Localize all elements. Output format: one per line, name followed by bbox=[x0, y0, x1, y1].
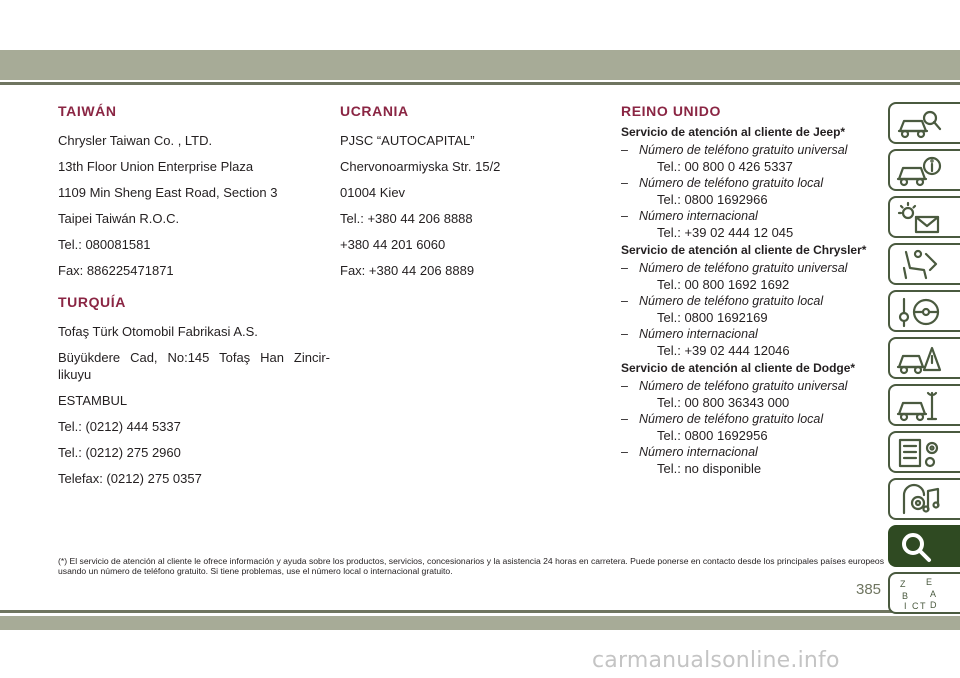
phone-entry bbox=[621, 260, 886, 293]
taiwan-line: 13th Floor Union Enterprise Plaza bbox=[58, 159, 254, 174]
dash: – bbox=[621, 143, 628, 157]
phone-entry bbox=[621, 326, 886, 359]
phone-label: Número internacional bbox=[639, 327, 758, 341]
taiwan-phone: Tel.: 080081581 bbox=[58, 237, 151, 252]
dash: – bbox=[621, 261, 628, 275]
tab-car-warning[interactable] bbox=[888, 337, 960, 379]
music-navigation-icon bbox=[896, 483, 942, 517]
watermark: carmanualsonline.info bbox=[592, 648, 840, 673]
taiwan-line: 1109 Min Sheng East Road, Section 3 bbox=[58, 185, 278, 200]
dash: – bbox=[621, 327, 628, 341]
index-letter: E bbox=[926, 577, 933, 587]
footnote: (*) El servicio de atención al cliente le ofrece información y ayuda sobre los productos, servicios, concesionarios y la asistencia 24 horas en carretera. Puede ponerse en contacto desde los principales países europeos usando un número de teléfono gratuito. Si tiene problemas, use el número local o internacional gratuito. bbox=[58, 556, 884, 576]
heading-reino-unido: REINO UNIDO bbox=[621, 103, 721, 119]
heading-turquia: TURQUÍA bbox=[58, 294, 126, 310]
section-tabs bbox=[888, 102, 960, 619]
dash: – bbox=[621, 379, 628, 393]
phone-label: Número internacional bbox=[639, 445, 758, 459]
phone-label-row bbox=[621, 411, 886, 427]
turquia-phone: Tel.: (0212) 444 5337 bbox=[58, 419, 181, 434]
phone-entry bbox=[621, 444, 886, 477]
tab-light-message[interactable] bbox=[888, 196, 960, 238]
uk-services bbox=[621, 124, 886, 477]
column-middle bbox=[340, 100, 610, 288]
phone-label: Número internacional bbox=[639, 209, 758, 223]
phone-entry bbox=[621, 208, 886, 241]
ucrania-line: 01004 Kiev bbox=[340, 185, 406, 200]
top-rule bbox=[0, 82, 960, 85]
ucrania-fax: Fax: +380 44 206 8889 bbox=[340, 263, 475, 278]
heading-ucrania: UCRANIA bbox=[340, 103, 409, 119]
phone-label-row bbox=[621, 208, 886, 224]
phone-number: Tel.: 0800 1692169 bbox=[657, 310, 768, 325]
turquia-line: ESTAMBUL bbox=[58, 393, 128, 408]
heading-taiwan: TAIWÁN bbox=[58, 103, 117, 119]
list-gear-icon bbox=[896, 436, 942, 470]
phone-entry bbox=[621, 142, 886, 175]
phone-label-row bbox=[621, 142, 886, 158]
phone-label: Número de teléfono gratuito universal bbox=[639, 143, 848, 157]
index-letter: B bbox=[902, 591, 909, 601]
phone-label: Número de teléfono gratuito local bbox=[639, 412, 824, 426]
tab-alphabet-index[interactable] bbox=[888, 572, 960, 614]
phone-label: Número de teléfono gratuito local bbox=[639, 176, 824, 190]
phone-label-row bbox=[621, 293, 886, 309]
phone-entry bbox=[621, 175, 886, 208]
index-letter: Z bbox=[900, 579, 906, 589]
phone-number: Tel.: 0800 1692966 bbox=[657, 192, 768, 207]
search-icon bbox=[896, 530, 942, 564]
car-search-icon bbox=[896, 107, 942, 141]
phone-label: Número de teléfono gratuito universal bbox=[639, 261, 848, 275]
bottom-band bbox=[0, 616, 960, 630]
taiwan-fax: Fax: 886225471871 bbox=[58, 263, 174, 278]
tab-steering-wheel[interactable] bbox=[888, 290, 960, 332]
phone-label-row bbox=[621, 260, 886, 276]
taiwan-line: Chrysler Taiwan Co. , LTD. bbox=[58, 133, 213, 148]
phone-number: Tel.: +39 02 444 12 045 bbox=[657, 225, 794, 240]
phone-entry bbox=[621, 411, 886, 444]
index-letter: I bbox=[904, 601, 907, 611]
index-letter: C bbox=[912, 601, 919, 611]
turquia-fax: Telefax: (0212) 275 0357 bbox=[58, 471, 202, 486]
index-letter: A bbox=[930, 589, 937, 599]
steering-wheel-icon bbox=[896, 295, 942, 329]
tab-seat-airbag[interactable] bbox=[888, 243, 960, 285]
alphabet-index-icon bbox=[896, 577, 942, 611]
tab-music-navigation[interactable] bbox=[888, 478, 960, 520]
car-warning-icon bbox=[896, 342, 942, 376]
ucrania-phone: Tel.: +380 44 206 8888 bbox=[340, 211, 473, 226]
phone-number: Tel.: 00 800 1692 1692 bbox=[657, 277, 790, 292]
service-title: Servicio de atención al cliente de Chrysler* bbox=[621, 243, 867, 257]
seat-airbag-icon bbox=[896, 248, 942, 282]
phone-number: Tel.: 0800 1692956 bbox=[657, 428, 768, 443]
top-band bbox=[0, 50, 960, 80]
dash: – bbox=[621, 412, 628, 426]
dash: – bbox=[621, 294, 628, 308]
service-title: Servicio de atención al cliente de Dodge* bbox=[621, 361, 856, 375]
phone-number: Tel.: no disponible bbox=[657, 461, 762, 476]
tab-car-search[interactable] bbox=[888, 102, 960, 144]
phone-label-row bbox=[621, 378, 886, 394]
phone-label: Número de teléfono gratuito local bbox=[639, 294, 824, 308]
phone-label-row bbox=[621, 326, 886, 342]
phone-number: Tel.: +39 02 444 12046 bbox=[657, 343, 790, 358]
tab-list-gear[interactable] bbox=[888, 431, 960, 473]
index-letter: T bbox=[920, 601, 926, 611]
ucrania-line: PJSC “AUTOCAPITAL” bbox=[340, 133, 475, 148]
turquia-line: Büyükdere Cad, No:145 Tofaş Han Zincir-likuyu bbox=[58, 350, 330, 382]
phone-number: Tel.: 00 800 0 426 5337 bbox=[657, 159, 793, 174]
car-wrench-icon bbox=[896, 389, 942, 423]
car-info-icon bbox=[896, 154, 942, 188]
turquia-phone: Tel.: (0212) 275 2960 bbox=[58, 445, 181, 460]
tab-car-info[interactable] bbox=[888, 149, 960, 191]
ucrania-phone: +380 44 201 6060 bbox=[340, 237, 446, 252]
light-message-icon bbox=[896, 201, 942, 235]
page-number: 385 bbox=[856, 581, 882, 598]
phone-label-row bbox=[621, 444, 886, 460]
dash: – bbox=[621, 445, 628, 459]
taiwan-line: Taipei Taiwán R.O.C. bbox=[58, 211, 180, 226]
column-right bbox=[621, 100, 886, 477]
phone-entry bbox=[621, 378, 886, 411]
service-title: Servicio de atención al cliente de Jeep* bbox=[621, 125, 846, 139]
dash: – bbox=[621, 209, 628, 223]
phone-label-row bbox=[621, 175, 886, 191]
ucrania-line: Chervonoarmiyska Str. 15/2 bbox=[340, 159, 501, 174]
index-letter: D bbox=[930, 600, 937, 610]
tab-search[interactable] bbox=[888, 525, 960, 567]
column-left bbox=[58, 100, 330, 496]
phone-label: Número de teléfono gratuito universal bbox=[639, 379, 848, 393]
bottom-rule bbox=[0, 610, 960, 613]
turquia-line: Tofaş Türk Otomobil Fabrikasi A.S. bbox=[58, 324, 258, 339]
phone-number: Tel.: 00 800 36343 000 bbox=[657, 395, 790, 410]
tab-car-wrench[interactable] bbox=[888, 384, 960, 426]
dash: – bbox=[621, 176, 628, 190]
phone-entry bbox=[621, 293, 886, 326]
